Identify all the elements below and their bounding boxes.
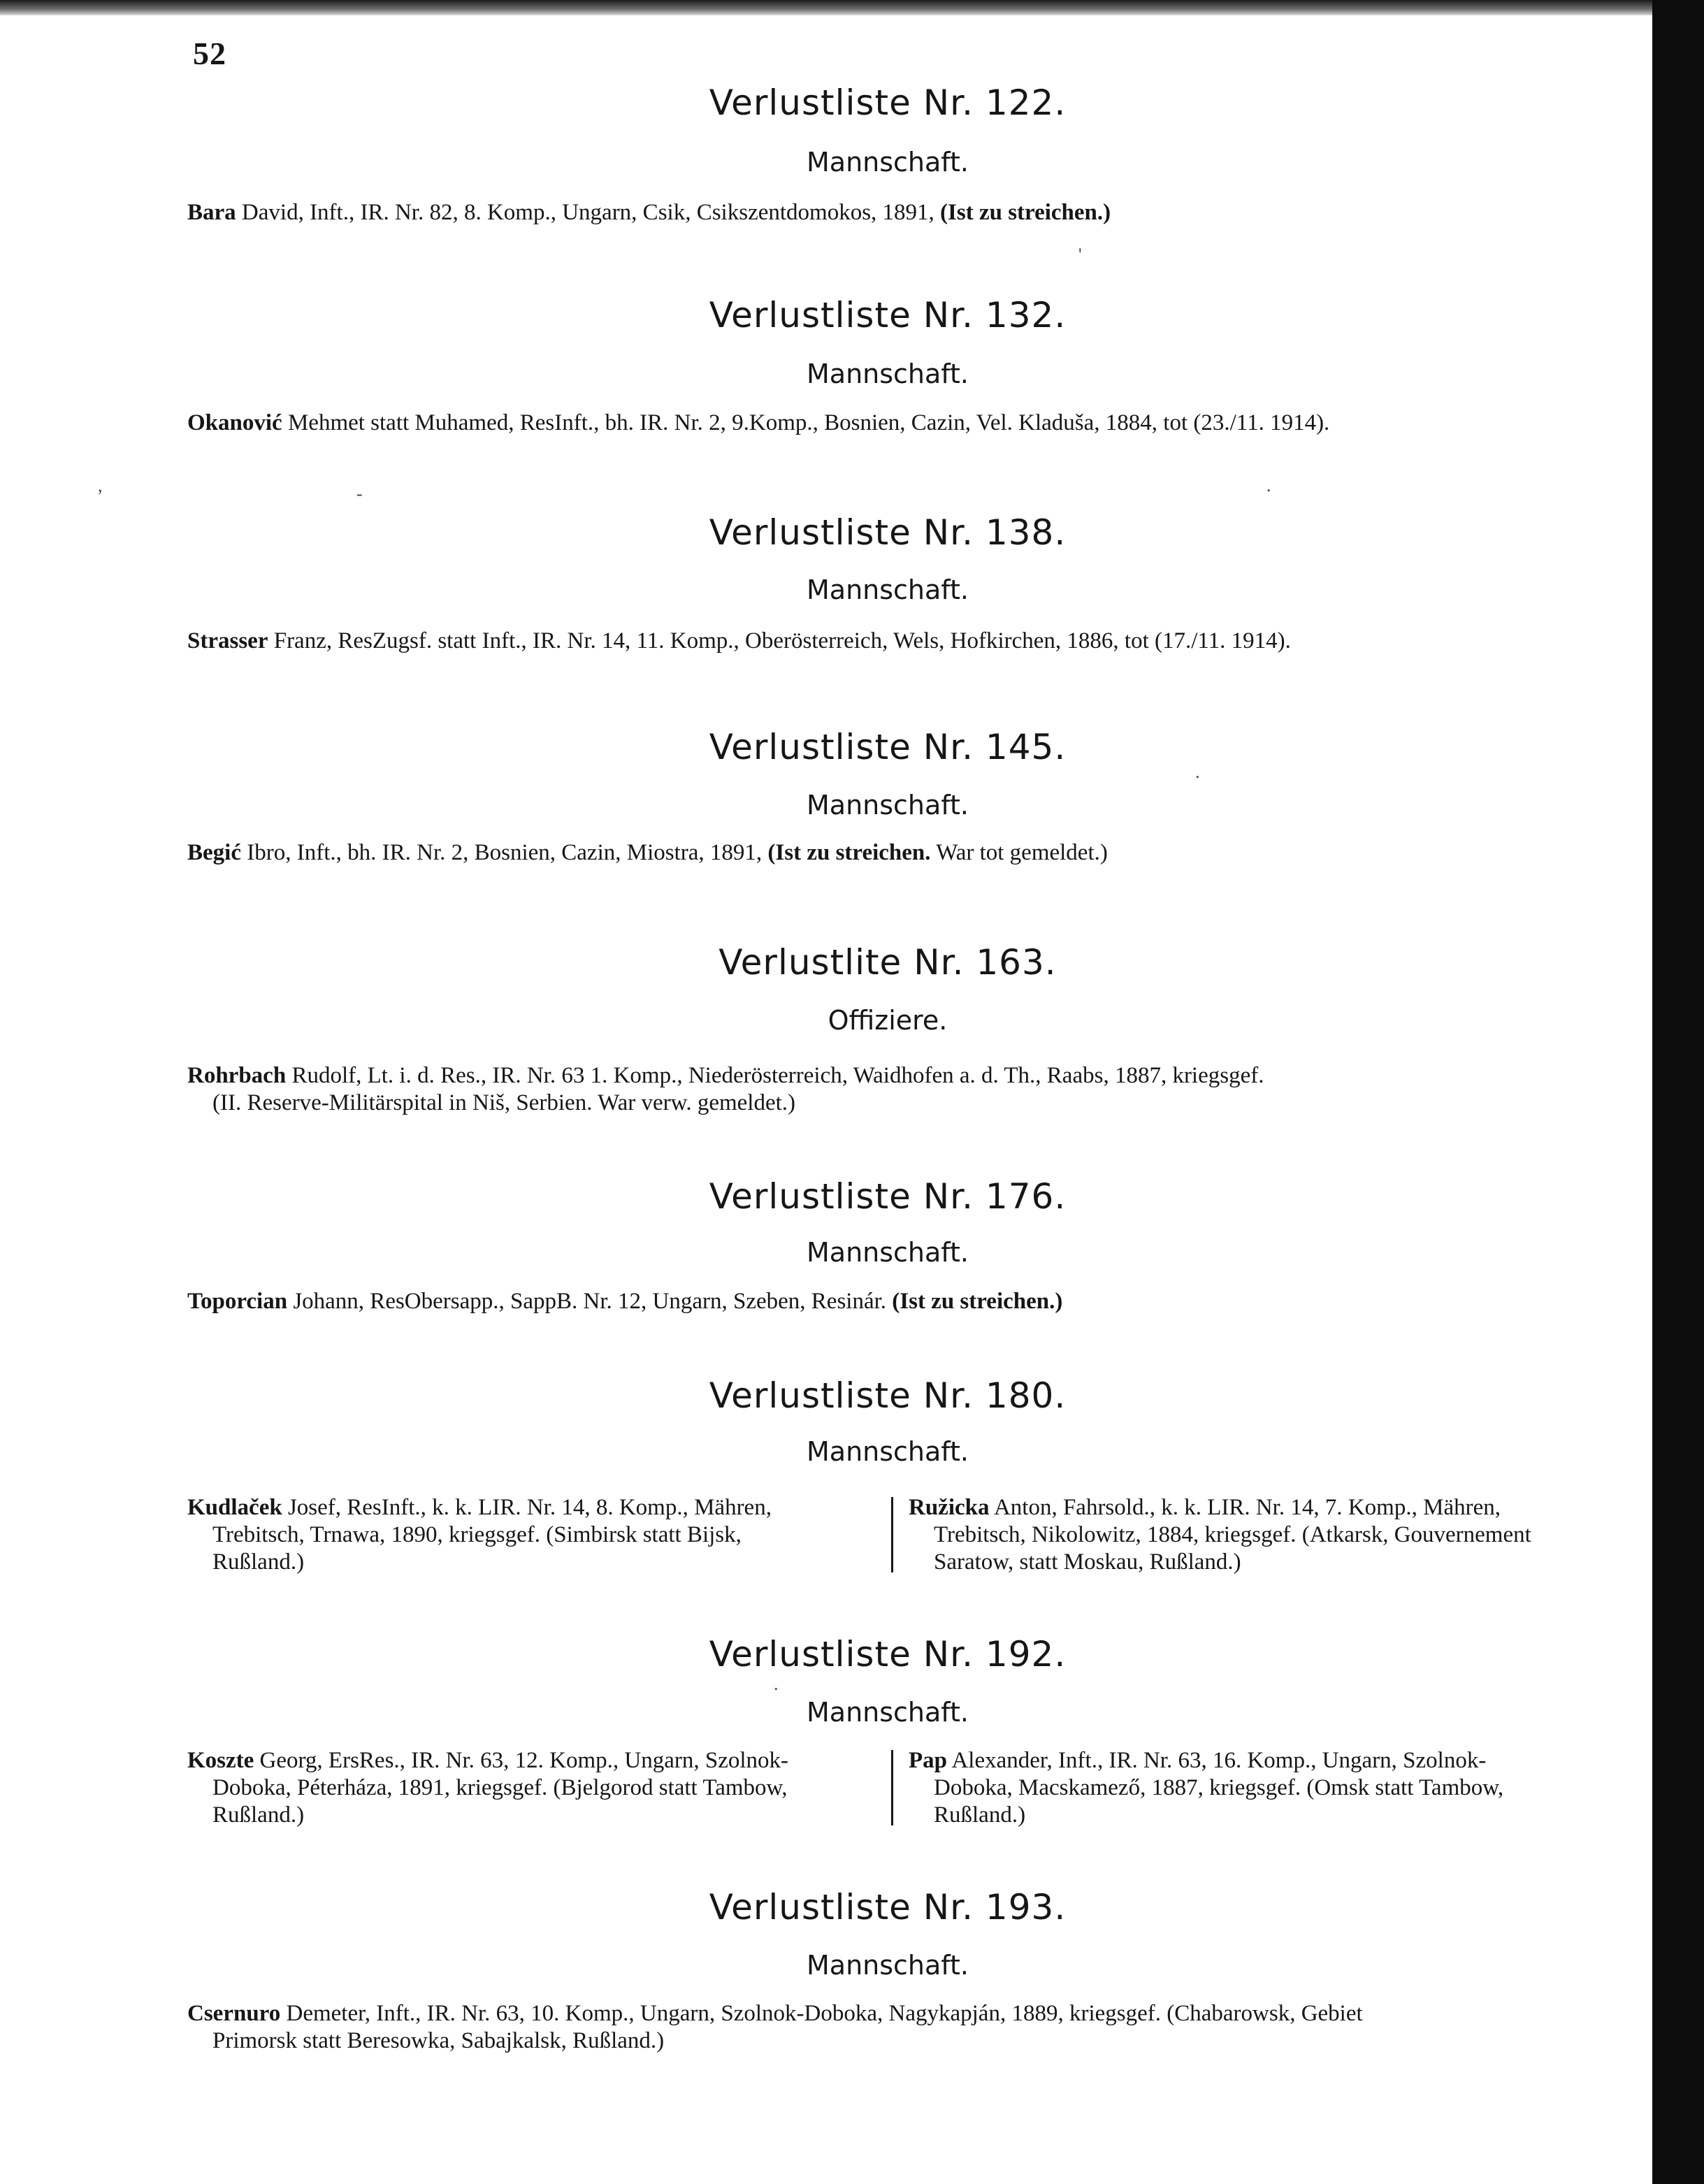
column-divider [891, 1497, 893, 1572]
list-entry [187, 1288, 1596, 1315]
entry-name: Ružicka [909, 1495, 990, 1520]
entry-text-line-2: Doboka, Macskamező, 1887, kriegsgef. (Omsk statt Tambow, [934, 1775, 1504, 1800]
list-entry [187, 628, 1596, 655]
right-column-entry [909, 1747, 1601, 1829]
print-speck: . [1195, 762, 1200, 782]
entry-text-line-3: Rußland.) [934, 1802, 1026, 1828]
entry-text-line-2: (II. Reserve-Militärspital in Niš, Serbien. War verw. gemeldet.) [212, 1090, 796, 1115]
print-speck: . [774, 1674, 779, 1694]
section-category: Offiziere. [828, 1005, 948, 1036]
section-title: Verlustliste Nr. 122. [709, 82, 1067, 123]
entry-text-line-1: Anton, Fahrsold., k. k. LIR. Nr. 14, 7. Komp., Mähren, [993, 1495, 1501, 1520]
column-divider [891, 1750, 893, 1825]
entry-text: Johann, ResObersapp., SappB. Nr. 12, Ungarn, Szeben, Resinár. [293, 1289, 887, 1314]
entry-text-line-3: Saratow, statt Moskau, Rußland.) [934, 1549, 1241, 1575]
entry-text-line-2: Trebitsch, Trnawa, 1890, kriegsgef. (Simbirsk statt Bijsk, [212, 1522, 742, 1547]
entry-text-line-3: Rußland.) [212, 1549, 305, 1575]
print-speck: - [356, 484, 363, 504]
entry-text-line-3: Rußland.) [212, 1802, 305, 1828]
section-category: Mannschaft. [807, 359, 969, 389]
left-column-entry [187, 1494, 886, 1576]
entry-text: Mehmet statt Muhamed, ResInft., bh. IR. Nr. 2, 9.Komp., Bosnien, Cazin, Vel. Kladuša, 1884, tot (23./11. 1914). [287, 410, 1330, 435]
page-number: 52 [193, 36, 226, 71]
entry-text: David, Inft., IR. Nr. 82, 8. Komp., Ungarn, Csik, Csikszentdomokos, 1891, [241, 200, 934, 225]
entry-text-line-1: Alexander, Inft., IR. Nr. 63, 16. Komp., Ungarn, Szolnok- [951, 1748, 1487, 1773]
entry-text-continued: War tot gemeldet.) [936, 840, 1108, 865]
entry-name: Begić [187, 840, 241, 865]
entry-text: Ibro, Inft., bh. IR. Nr. 2, Bosnien, Cazin, Miostra, 1891, [247, 840, 763, 865]
section-category: Mannschaft. [807, 1436, 969, 1467]
entry-text-line-2: Trebitsch, Nikolowitz, 1884, kriegsgef. (Atkarsk, Gouvernement [934, 1522, 1531, 1547]
entry-name: Kudlaček [187, 1495, 282, 1520]
section-category: Mannschaft. [807, 1950, 969, 1981]
section-category: Mannschaft. [807, 790, 969, 820]
section-title: Verlustliste Nr. 132. [709, 295, 1067, 335]
section-category: Mannschaft. [807, 147, 969, 178]
entry-text: Rudolf, Lt. i. d. Res., IR. Nr. 63 1. Komp., Niederösterreich, Waidhofen a. d. Th., Raabs, 1887, kriegsgef. [291, 1063, 1264, 1088]
left-column-entry [187, 1747, 886, 1829]
section-title: Verlustliste Nr. 176. [709, 1176, 1067, 1217]
list-entry [187, 199, 1596, 226]
entry-name: Koszte [187, 1748, 254, 1773]
list-entry [187, 410, 1596, 437]
section-title: Verlustliste Nr. 138. [709, 512, 1067, 553]
print-speck: ' [1078, 245, 1082, 265]
entry-name: Toporcian [187, 1289, 288, 1314]
entry-text-line-2: Primorsk statt Beresowka, Sabajkalsk, Rußland.) [212, 2028, 665, 2053]
entry-name: Bara [187, 200, 236, 225]
list-entry [187, 2000, 1596, 2055]
entry-text-line-1: Georg, ErsRes., IR. Nr. 63, 12. Komp., Ungarn, Szolnok- [259, 1748, 789, 1773]
section-title: Verlustliste Nr. 193. [709, 1887, 1067, 1928]
section-category: Mannschaft. [807, 1697, 969, 1728]
entry-text: Franz, ResZugsf. statt Inft., IR. Nr. 14, 11. Komp., Oberösterreich, Wels, Hofkirchen, 1886, tot (17./11. 1914). [273, 628, 1291, 653]
entry-name: Strasser [187, 628, 268, 653]
entry-name: Rohrbach [187, 1063, 287, 1088]
entry-name: Pap [909, 1748, 948, 1773]
section-category: Mannschaft. [807, 1237, 969, 1268]
entry-text-line-1: Josef, ResInft., k. k. LIR. Nr. 14, 8. Komp., Mähren, [287, 1495, 772, 1520]
section-title: Verlustliste Nr. 192. [709, 1634, 1067, 1675]
entry-note: (Ist zu streichen.) [892, 1289, 1063, 1314]
section-title: Verlustliste Nr. 180. [709, 1375, 1067, 1416]
entry-text: Demeter, Inft., IR. Nr. 63, 10. Komp., Ungarn, Szolnok-Doboka, Nagykapján, 1889, kriegsgef. (Chabarowsk, Gebiet [286, 2001, 1363, 2026]
section-title: Verlustliste Nr. 145. [709, 727, 1067, 767]
entry-note: (Ist zu streichen.) [940, 200, 1111, 225]
print-speck: , [98, 475, 103, 496]
print-speck: . [1266, 475, 1271, 496]
entry-name: Csernuro [187, 2001, 281, 2026]
scan-top-edge [0, 0, 1704, 15]
entry-text-line-2: Doboka, Péterháza, 1891, kriegsgef. (Bjelgorod statt Tambow, [212, 1775, 788, 1800]
entry-name: Okanović [187, 410, 282, 435]
list-entry [187, 839, 1596, 867]
list-entry [187, 1062, 1596, 1117]
right-column-entry [909, 1494, 1601, 1576]
section-title: Verlustlite Nr. 163. [719, 942, 1057, 983]
section-category: Mannschaft. [807, 574, 969, 605]
entry-note: (Ist zu streichen. [767, 840, 931, 865]
